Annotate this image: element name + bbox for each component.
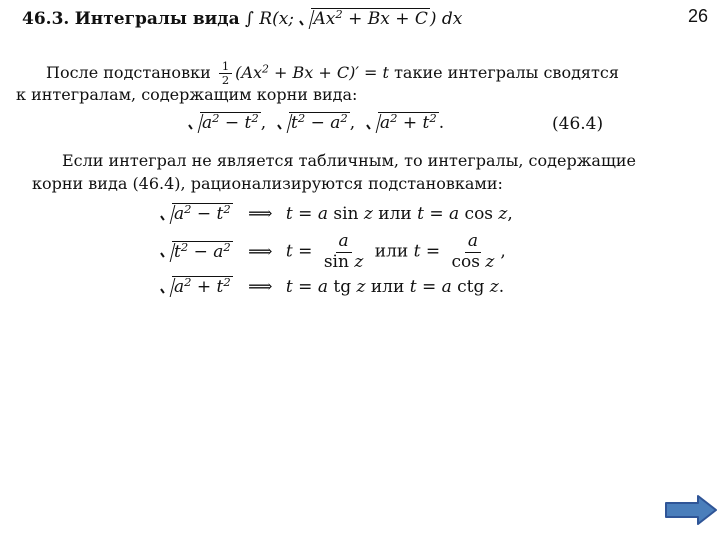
- paragraph-rationalize-line2: корни вида (46.4), рационализируются подстановками:: [32, 174, 503, 193]
- equation-number: (46.4): [552, 114, 604, 134]
- section-heading: [22, 8, 462, 29]
- substitution-row-3: $a^2 + t^2$ ⟹ t = a tg z или t = a ctg z.: [160, 276, 504, 297]
- substitution-formula: $\frac{1}{2}$ $(Ax^2 + Bx + C)' = t$: [216, 63, 394, 82]
- paragraph-intro-line2: к интегралам, содержащим корни вида:: [16, 85, 358, 104]
- paragraph-rationalize-line1: Если интеграл не является табличным, то интегралы, содержащие: [62, 151, 636, 170]
- substitution-row-1: $a^2 - t^2$ ⟹ t = a sin z или t = a cos z,: [160, 203, 513, 224]
- section-number: 46.3.: [22, 9, 70, 29]
- page-number: 26: [687, 6, 708, 26]
- heading-formula: ∫ R(x; $Ax^2 + Bx + C$ ) dx: [245, 7, 463, 29]
- right-arrow-icon: [664, 494, 718, 526]
- roots-formula: $a^2 - t^2$ , $t^2 - a^2$ , $a^2 + t^2$ .: [188, 112, 444, 133]
- paragraph-intro-before: После подстановки: [46, 63, 211, 83]
- substitution-row-2: $t^2 - a^2$ ⟹ t = $\frac{a}{\text{sin z}}$ или t = $\frac{a}{\text{cos z}}$ ,: [160, 232, 506, 272]
- next-slide-button[interactable]: [664, 494, 718, 526]
- paragraph-intro-after: такие интегралы сводятся: [394, 63, 619, 83]
- section-title: Интегралы вида: [74, 9, 240, 29]
